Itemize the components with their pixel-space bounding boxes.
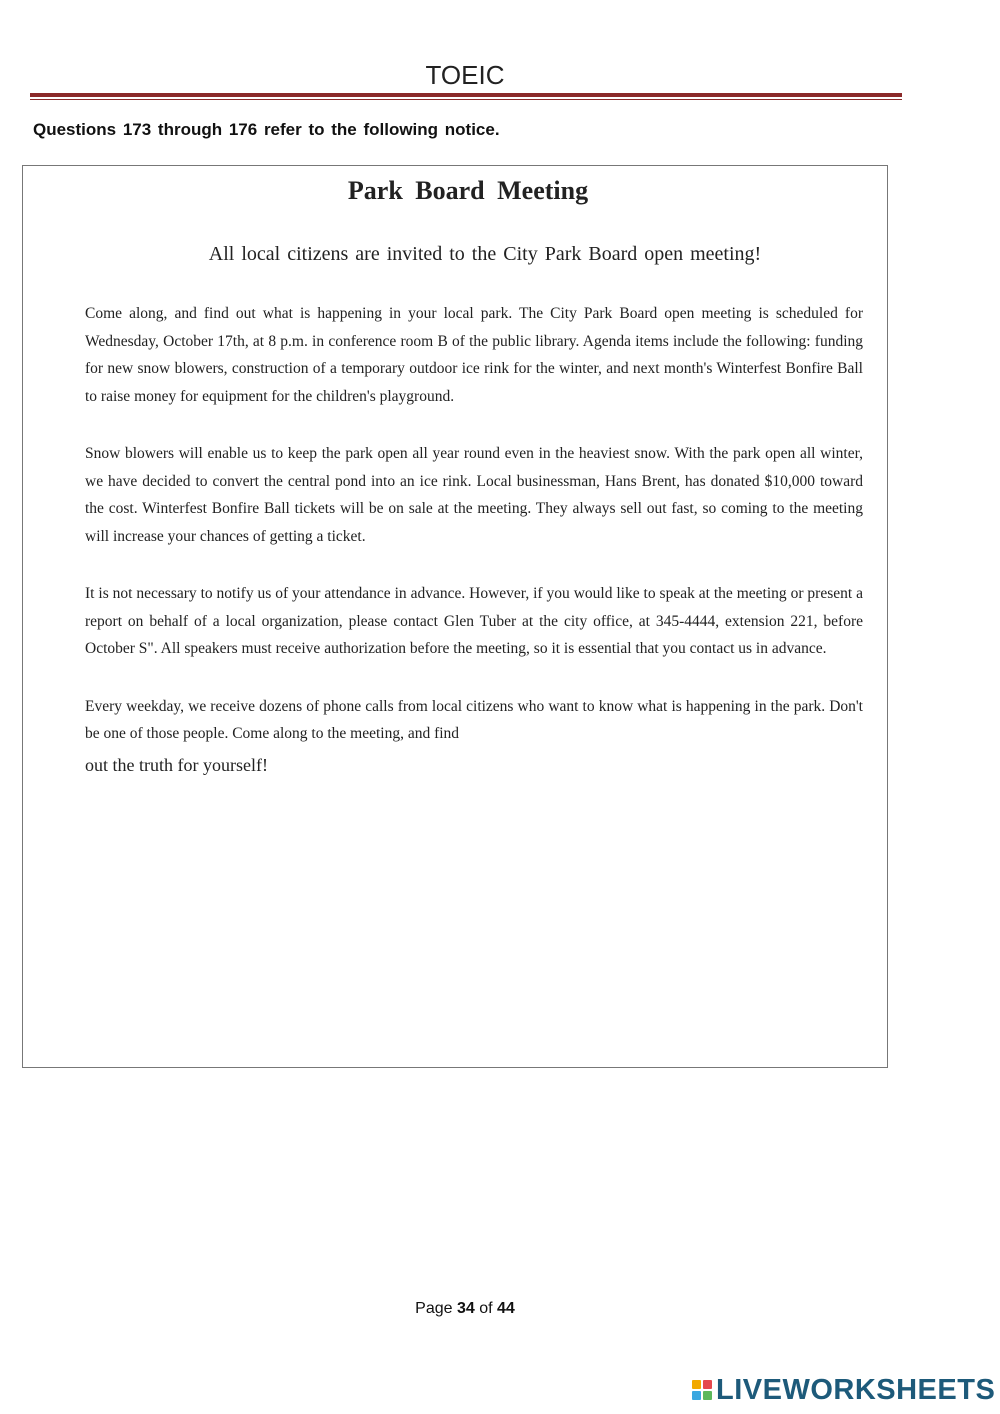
liveworksheets-logo (692, 1375, 995, 1405)
page-prefix: Page (415, 1300, 457, 1317)
notice-invite-line: All local citizens are invited to the City Park Board open meeting! (208, 243, 762, 265)
header-divider (30, 93, 902, 97)
notice-closing-line: out the truth for yourself! (85, 754, 268, 775)
notice-paragraph-4: Every weekday, we receive dozens of phone calls from local citizens who want to know what is happening in the park. Don't be one of those people. Come along to the meeting, and find (85, 697, 863, 742)
page-total: 44 (497, 1300, 515, 1317)
page-number (0, 1300, 930, 1318)
liveworksheets-wordmark: LIVEWORKSHEETS (716, 1373, 996, 1406)
page-middle: of (474, 1300, 498, 1317)
notice-paragraph-3: It is not necessary to notify us of your attendance in advance. However, if you would like to speak at the meeting or present a report on behalf of a local organization, please contact Glen Tuber at the city office, at 345-4444, extension 221, before October S". All speakers must receive authorization before the meeting, so it is essential that you contact us in advance. (85, 585, 863, 657)
mark-tile (692, 1391, 701, 1400)
page-current: 34 (456, 1300, 475, 1317)
document-header-title: TOEIC (425, 60, 505, 90)
questions-intro: Questions 173 through 176 refer to the following notice. (33, 120, 500, 139)
mark-tile (692, 1380, 701, 1389)
notice-paragraph-1: Come along, and find out what is happening in your local park. The City Park Board open meeting is scheduled for Wednesday, October 17th, at 8 p.m. in conference room B of the public library. Agenda items include the following: funding for new snow blowers, construction of a temporary outdoor ice rink for the winter, and next month's Winterfest Bonfire Ball to raise money for equipment for the children's playground. (85, 305, 863, 405)
liveworksheets-mark-icon (692, 1380, 712, 1400)
header-divider-thin (30, 99, 902, 100)
notice-paragraph-2: Snow blowers will enable us to keep the park open all year round even in the heaviest snow. With the park open all winter, we have decided to convert the central pond into an ice rink. Local businessman, Hans Brent, has donated $10,000 toward the cost. Winterfest Bonfire Ball tickets will be on sale at the meeting. They always sell out fast, so coming to the meeting will increase your chances of getting a ticket. (85, 445, 863, 545)
mark-tile (703, 1380, 712, 1389)
notice-body (85, 300, 863, 812)
mark-tile (703, 1391, 712, 1400)
notice-heading: Park Board Meeting (347, 176, 589, 205)
